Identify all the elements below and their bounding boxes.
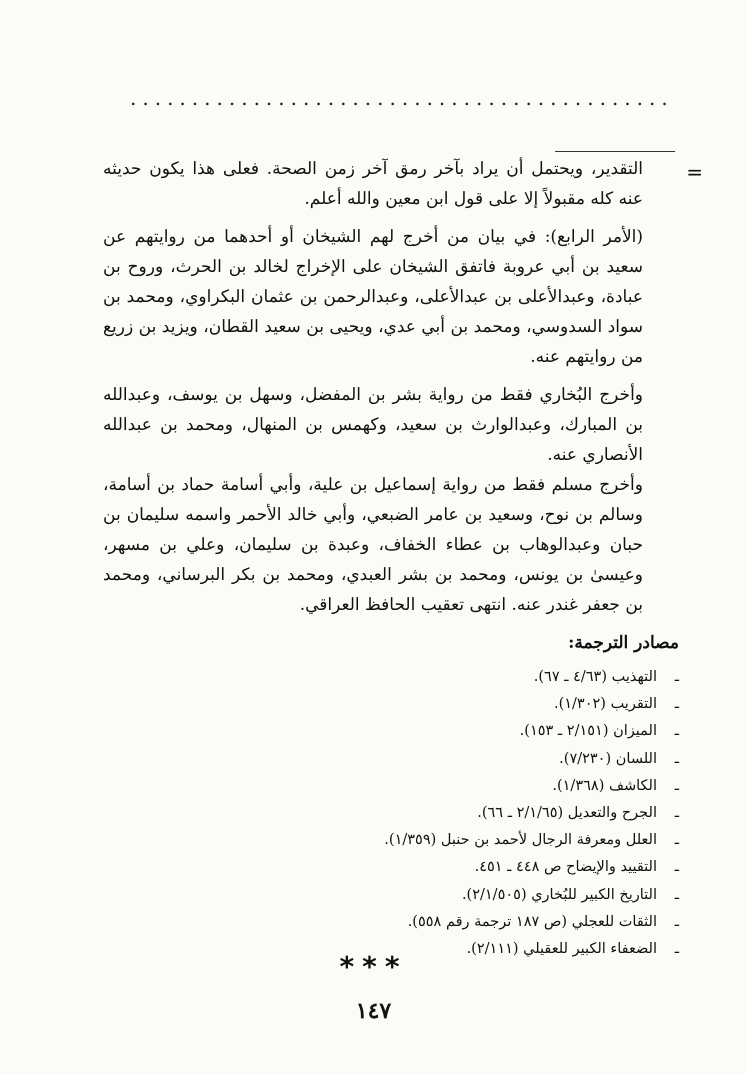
bullet-dash: ـ <box>674 805 679 822</box>
source-item: ـالجرح والتعديل (٢/١/٦٥ ـ ٦٦). <box>103 800 679 827</box>
bullet-dash: ـ <box>674 859 679 876</box>
bullet-dash: ـ <box>674 832 679 849</box>
source-item: ـالتاريخ الكبير للبُخاري (٢/١/٥٠٥). <box>103 882 679 909</box>
section-end-ornament: *** <box>339 950 408 983</box>
paragraph-continuation: التقدير، ويحتمل أن يراد بآخر رمق آخر زمن الصحة. فعلى هذا يكون حديثه عنه كله مقبولاً إلا على قول ابن معين والله أعلم. <box>103 159 643 209</box>
bullet-dash: ـ <box>674 777 679 794</box>
sources-list <box>103 664 679 963</box>
paragraph-fourth-matter: (الأمر الرابع): في بيان من أخرج لهم الشيخان أو أحدهما من روايتهم عن سعيد بن أبي عروبة فاتفق الشيخان على الإخراج لخالد بن الحرث، وروح بن عبادة، وعبدالأعلى بن عبدالأعلى، وعبدالرحمن بن عثمان البكراوي، ومحمد بن سواد السدوسي، ومحمد بن أبي عدي، ويحيى بن سعيد القطان، ويزيد بن زريع من روايتهم عنه. <box>103 227 643 367</box>
paragraph-muslim-only: وأخرج مسلم فقط من رواية إسماعيل بن علية، وأبي أسامة حماد بن أسامة، وسالم بن نوح، وسعيد بن عامر الضبعي، وأبي خالد الأحمر واسمه سليمان بن حبان وعبدالوهاب بن عطاء الخفاف، وعبدة بن سليمان، وعلي بن مسهر، وعيسىٰ بن يونس، ومحمد بن بشر العبدي، ومحمد بن بكر البرساني، ومحمد بن جعفر غندر عنه. انتهى تعقيب الحافظ العراقي. <box>103 475 643 615</box>
source-item: ـالميزان (٢/١٥١ ـ ١٥٣). <box>103 718 679 745</box>
bullet-dash: ـ <box>674 750 679 767</box>
source-item: ـالتهذيب (٤/٦٣ ـ ٦٧). <box>103 664 679 691</box>
continuation-mark: = <box>686 160 703 184</box>
source-item: ـالكاشف (١/٣٦٨). <box>103 773 679 800</box>
bullet-dash: ـ <box>674 723 679 740</box>
page-number: ١٤٧ <box>355 998 392 1024</box>
source-item: ـالتقييد والإيضاح ص ٤٤٨ ـ ٤٥١. <box>103 854 679 881</box>
bullet-dash: ـ <box>674 886 679 903</box>
footnote-separator-rule <box>555 151 675 152</box>
source-item: ـالضعفاء الكبير للعقيلي (٢/١١١). <box>103 936 679 963</box>
header-dotted-line: ............................................ <box>130 86 674 110</box>
sources-heading: مصادر الترجمة: <box>568 633 679 653</box>
bullet-dash: ـ <box>674 669 679 685</box>
bullet-dash: ـ <box>674 941 679 958</box>
bullet-dash: ـ <box>674 913 679 930</box>
source-item: ـالتقريب (١/٣٠٢). <box>103 691 679 718</box>
paragraph-bukhari-only: وأخرج البُخاري فقط من رواية بشر بن المفضل، وسهل بن يوسف، وعبدالله بن المبارك، وعبدالوارث بن سعيد، وكهمس بن المنهال، ومحمد بن عبدالله الأنصاري عنه. <box>103 385 643 465</box>
bullet-dash: ـ <box>674 696 679 713</box>
source-item: ـالثقات للعجلي (ص ١٨٧ ترجمة رقم ٥٥٨). <box>103 909 679 936</box>
footnote-body <box>103 154 679 963</box>
source-item: ـالعلل ومعرفة الرجال لأحمد بن حنبل (١/٣٥٩). <box>103 827 679 854</box>
source-item: ـاللسان (٧/٢٣٠). <box>103 746 679 773</box>
